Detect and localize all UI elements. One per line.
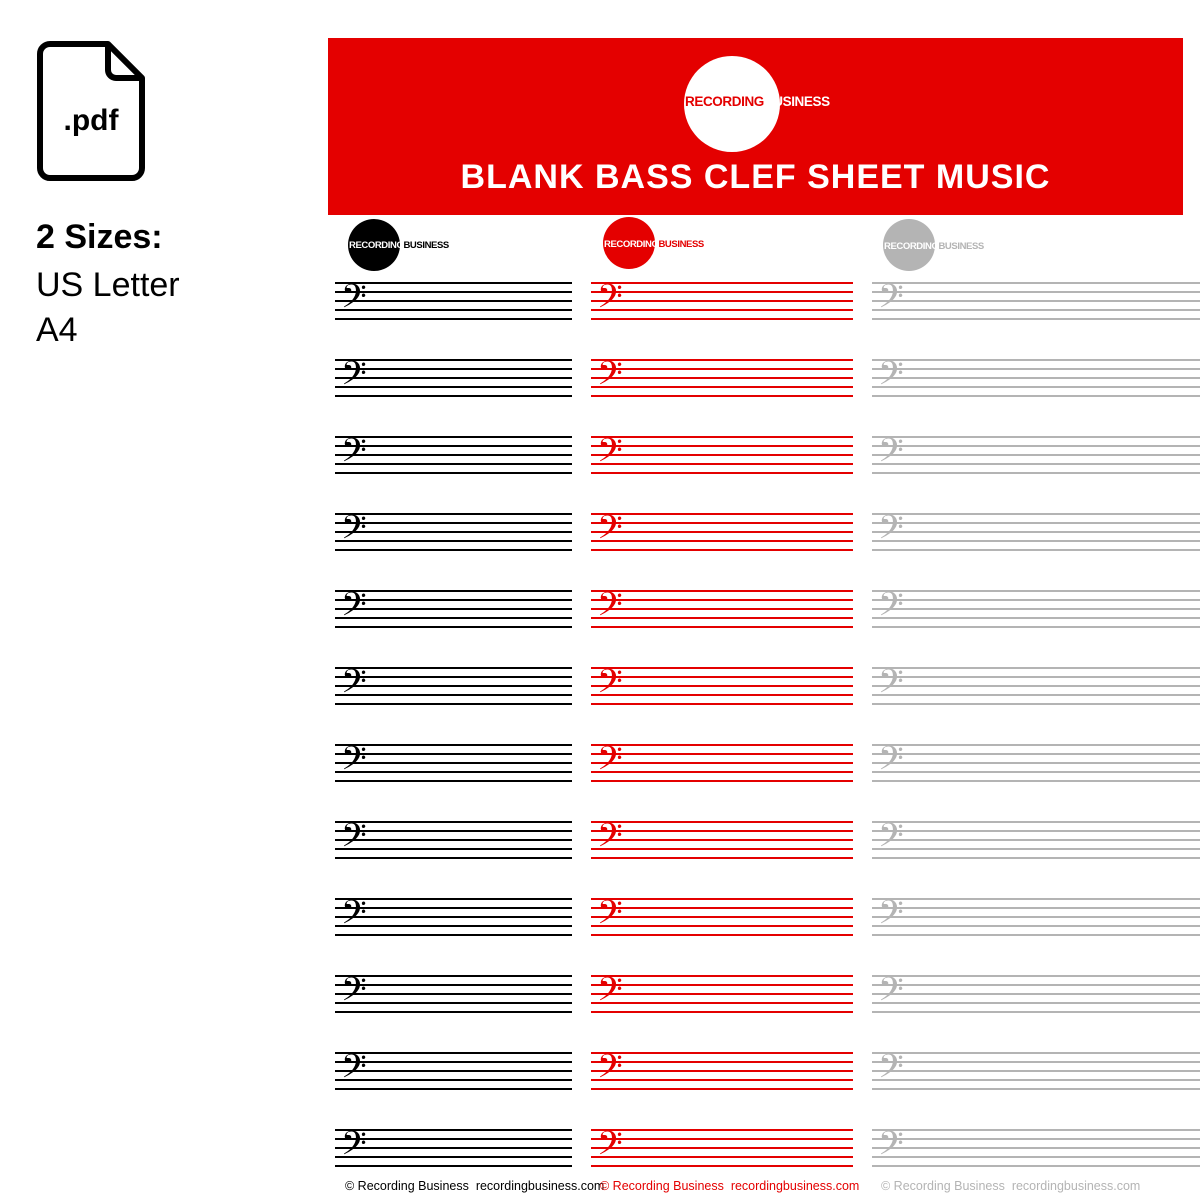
bass-clef-icon: 𝄢: [341, 663, 367, 709]
staff-line: [335, 377, 572, 379]
staff-line: [591, 1052, 853, 1054]
staff-line: [591, 522, 853, 524]
staff-line: [591, 771, 853, 773]
size-option-a4: A4: [36, 311, 78, 349]
staff-line: [872, 771, 1200, 773]
staff: [335, 509, 572, 555]
staff-line: [872, 282, 1200, 284]
bass-clef-icon: 𝄢: [341, 894, 367, 940]
bass-clef-icon: 𝄢: [878, 894, 904, 940]
staff-line: [335, 925, 572, 927]
staff-line: [335, 857, 572, 859]
staff: [591, 971, 853, 1017]
banner-title: BLANK BASS CLEF SHEET MUSIC: [460, 158, 1051, 196]
footer-url: recordingbusiness.com: [475, 1179, 605, 1193]
staff-line: [335, 984, 572, 986]
staff-line: [872, 1011, 1200, 1013]
staff-line: [335, 1138, 572, 1140]
column-logo-right: BUSINESS: [658, 239, 704, 250]
bass-clef-icon: 𝄢: [597, 740, 623, 786]
staff: [335, 740, 572, 786]
staff-line: [335, 454, 572, 456]
staff-line: [872, 454, 1200, 456]
staff-line: [591, 1165, 853, 1167]
staff-line: [591, 762, 853, 764]
staff-line: [591, 1088, 853, 1090]
staff-line: [335, 540, 572, 542]
footer-copyright: © Recording Business: [345, 1179, 469, 1193]
staff-line: [335, 436, 572, 438]
footer-url: recordingbusiness.com: [1011, 1179, 1141, 1193]
staff-line: [591, 685, 853, 687]
staff-line: [335, 762, 572, 764]
bass-clef-icon: 𝄢: [341, 971, 367, 1017]
staff: [335, 278, 572, 324]
size-option-us-letter: US Letter: [36, 266, 180, 304]
staff-line: [335, 1088, 572, 1090]
staff-line: [591, 300, 853, 302]
column-logo-left: RECORDING: [349, 240, 404, 251]
staff-line: [872, 1061, 1200, 1063]
staff: [872, 1125, 1200, 1171]
bass-clef-icon: 𝄢: [597, 1048, 623, 1094]
staff-line: [335, 463, 572, 465]
staff-line: [872, 436, 1200, 438]
staff-line: [591, 898, 853, 900]
staff: [335, 817, 572, 863]
staff: [591, 1125, 853, 1171]
bass-clef-icon: 𝄢: [597, 894, 623, 940]
staff-line: [872, 386, 1200, 388]
staff: [872, 817, 1200, 863]
staff-line: [872, 522, 1200, 524]
staff-line: [335, 907, 572, 909]
staff-line: [591, 1061, 853, 1063]
staff-line: [872, 925, 1200, 927]
staff-line: [872, 907, 1200, 909]
footer-gray: [881, 1179, 1191, 1193]
staff-line: [872, 1129, 1200, 1131]
staff-line: [872, 1138, 1200, 1140]
sizes-heading: 2 Sizes:: [36, 218, 163, 256]
staff-line: [591, 744, 853, 746]
bass-clef-icon: 𝄢: [597, 278, 623, 324]
staff-line: [872, 1079, 1200, 1081]
staff-line: [872, 1088, 1200, 1090]
staff-line: [591, 386, 853, 388]
bass-clef-icon: 𝄢: [878, 1125, 904, 1171]
bass-clef-icon: 𝄢: [341, 1125, 367, 1171]
staff: [591, 817, 853, 863]
staff-line: [591, 291, 853, 293]
staff-line: [591, 318, 853, 320]
staff: [872, 509, 1200, 555]
staff: [591, 1048, 853, 1094]
staff-line: [591, 549, 853, 551]
staff-line: [591, 1079, 853, 1081]
staff-line: [335, 898, 572, 900]
staff-line: [872, 513, 1200, 515]
staff-line: [591, 463, 853, 465]
bass-clef-icon: 𝄢: [597, 432, 623, 478]
staff-line: [872, 549, 1200, 551]
bass-clef-icon: 𝄢: [878, 663, 904, 709]
staff-line: [591, 599, 853, 601]
staff: [872, 971, 1200, 1017]
staff-line: [335, 522, 572, 524]
staff-line: [872, 599, 1200, 601]
staff-line: [872, 626, 1200, 628]
staff-line: [872, 300, 1200, 302]
staff-line: [335, 318, 572, 320]
footer-url: recordingbusiness.com: [730, 1179, 860, 1193]
staff-line: [591, 1147, 853, 1149]
staff-line: [872, 1052, 1200, 1054]
staff-line: [335, 368, 572, 370]
bass-clef-icon: 𝄢: [341, 355, 367, 401]
staff: [591, 586, 853, 632]
staff-line: [591, 309, 853, 311]
staff-line: [872, 1070, 1200, 1072]
staff-line: [872, 395, 1200, 397]
staff-line: [872, 1002, 1200, 1004]
staff-line: [872, 1165, 1200, 1167]
staff-line: [872, 445, 1200, 447]
staff-line: [335, 445, 572, 447]
bass-clef-icon: 𝄢: [878, 278, 904, 324]
staff: [335, 586, 572, 632]
staff-line: [335, 291, 572, 293]
column-logo-left: RECORDING: [604, 239, 659, 250]
brand-logo-left: RECORDING: [685, 94, 764, 109]
bass-clef-icon: 𝄢: [341, 432, 367, 478]
staff-line: [872, 1147, 1200, 1149]
staff-line: [591, 626, 853, 628]
footer-red: [600, 1179, 860, 1193]
staff-line: [335, 1011, 572, 1013]
staff-line: [872, 377, 1200, 379]
staff-line: [591, 531, 853, 533]
staff-line: [591, 282, 853, 284]
staff-line: [335, 386, 572, 388]
bass-clef-icon: 𝄢: [878, 432, 904, 478]
staff-line: [335, 703, 572, 705]
staff-line: [591, 359, 853, 361]
bass-clef-icon: 𝄢: [597, 355, 623, 401]
staff: [335, 355, 572, 401]
staff-line: [872, 993, 1200, 995]
staff-line: [335, 531, 572, 533]
column-logo-text-gray: [884, 241, 984, 252]
staff-line: [335, 513, 572, 515]
file-extension-label: .pdf: [63, 104, 119, 137]
staff-line: [872, 934, 1200, 936]
staff: [591, 663, 853, 709]
staff-line: [335, 395, 572, 397]
staff-line: [591, 676, 853, 678]
staff-line: [335, 1147, 572, 1149]
staff-line: [335, 694, 572, 696]
bass-clef-icon: 𝄢: [878, 1048, 904, 1094]
staff-line: [335, 667, 572, 669]
staff-line: [872, 984, 1200, 986]
staff: [872, 278, 1200, 324]
staff-line: [872, 848, 1200, 850]
staff-line: [872, 744, 1200, 746]
bass-clef-icon: 𝄢: [878, 817, 904, 863]
staff-line: [335, 1061, 572, 1063]
bass-clef-icon: 𝄢: [341, 509, 367, 555]
staff-line: [872, 1156, 1200, 1158]
staff-line: [591, 368, 853, 370]
bass-clef-icon: 𝄢: [597, 509, 623, 555]
staff-line: [591, 848, 853, 850]
staff: [591, 432, 853, 478]
staff: [335, 663, 572, 709]
bass-clef-icon: 𝄢: [597, 586, 623, 632]
column-logo-left: RECORDING: [884, 241, 939, 252]
staff-line: [872, 667, 1200, 669]
staff-line: [591, 608, 853, 610]
staff-line: [591, 472, 853, 474]
staff-line: [591, 993, 853, 995]
staff-line: [872, 463, 1200, 465]
staff-line: [591, 975, 853, 977]
staff: [591, 894, 853, 940]
staff: [872, 432, 1200, 478]
staff-line: [872, 685, 1200, 687]
column-logo-text-black: [349, 240, 449, 251]
staff-line: [591, 445, 853, 447]
staff-line: [335, 599, 572, 601]
staff-line: [872, 821, 1200, 823]
staff-line: [591, 821, 853, 823]
staff-line: [872, 368, 1200, 370]
staff-line: [591, 617, 853, 619]
staff: [591, 278, 853, 324]
staff-line: [591, 1002, 853, 1004]
staff-line: [591, 1011, 853, 1013]
staff-line: [335, 1079, 572, 1081]
staff-line: [335, 282, 572, 284]
bass-clef-icon: 𝄢: [878, 509, 904, 555]
staff-line: [335, 1129, 572, 1131]
staff-line: [872, 617, 1200, 619]
staff-line: [591, 753, 853, 755]
staff-line: [872, 608, 1200, 610]
staff-line: [591, 667, 853, 669]
staff-line: [335, 309, 572, 311]
staff-line: [591, 436, 853, 438]
bass-clef-icon: 𝄢: [878, 355, 904, 401]
footer-black: [345, 1179, 605, 1193]
staff: [335, 971, 572, 1017]
staff-column-red: [591, 278, 853, 1182]
staff-line: [335, 934, 572, 936]
staff-line: [335, 1002, 572, 1004]
staff-column-gray: [872, 278, 1200, 1182]
staff-line: [335, 1156, 572, 1158]
staff-line: [872, 472, 1200, 474]
staff: [872, 1048, 1200, 1094]
bass-clef-icon: 𝄢: [341, 740, 367, 786]
staff-line: [872, 540, 1200, 542]
staff-line: [872, 753, 1200, 755]
staff-line: [591, 925, 853, 927]
bass-clef-icon: 𝄢: [597, 971, 623, 1017]
staff-line: [591, 1129, 853, 1131]
staff-column-black: [335, 278, 572, 1182]
staff-line: [591, 916, 853, 918]
staff-line: [872, 857, 1200, 859]
staff-line: [335, 608, 572, 610]
staff: [335, 1125, 572, 1171]
bass-clef-icon: 𝄢: [878, 586, 904, 632]
staff-line: [335, 676, 572, 678]
footer-copyright: © Recording Business: [600, 1179, 724, 1193]
staff-line: [335, 617, 572, 619]
staff: [872, 663, 1200, 709]
staff-line: [872, 309, 1200, 311]
staff-line: [335, 848, 572, 850]
staff-line: [335, 1165, 572, 1167]
staff-line: [591, 839, 853, 841]
staff-line: [872, 898, 1200, 900]
column-logo-right: BUSINESS: [403, 240, 449, 251]
staff-line: [335, 830, 572, 832]
staff-line: [872, 318, 1200, 320]
staff: [335, 894, 572, 940]
staff-line: [591, 1070, 853, 1072]
staff-line: [335, 472, 572, 474]
staff-line: [872, 590, 1200, 592]
staff: [335, 432, 572, 478]
staff-line: [335, 549, 572, 551]
staff-line: [591, 780, 853, 782]
staff-line: [335, 839, 572, 841]
bass-clef-icon: 𝄢: [597, 663, 623, 709]
bass-clef-icon: 𝄢: [878, 971, 904, 1017]
staff-line: [335, 975, 572, 977]
staff-line: [872, 762, 1200, 764]
staff-line: [872, 703, 1200, 705]
staff-line: [591, 934, 853, 936]
bass-clef-icon: 𝄢: [341, 1048, 367, 1094]
staff-line: [335, 916, 572, 918]
staff-line: [591, 694, 853, 696]
bass-clef-icon: 𝄢: [341, 278, 367, 324]
staff: [872, 740, 1200, 786]
staff-line: [591, 984, 853, 986]
staff-line: [872, 839, 1200, 841]
staff-line: [591, 454, 853, 456]
staff-line: [872, 916, 1200, 918]
staff-line: [872, 830, 1200, 832]
staff-line: [872, 780, 1200, 782]
brand-logo-right: BUSINESS: [763, 94, 830, 109]
staff-line: [591, 540, 853, 542]
staff-line: [335, 744, 572, 746]
staff-line: [591, 377, 853, 379]
bass-clef-icon: 𝄢: [597, 817, 623, 863]
staff-line: [872, 359, 1200, 361]
staff-line: [335, 993, 572, 995]
staff: [591, 740, 853, 786]
bass-clef-icon: 𝄢: [341, 817, 367, 863]
column-logo-text-red: [604, 239, 704, 250]
staff-line: [872, 676, 1200, 678]
staff: [335, 1048, 572, 1094]
staff: [872, 894, 1200, 940]
staff: [872, 586, 1200, 632]
staff-line: [335, 300, 572, 302]
staff-line: [591, 857, 853, 859]
staff-line: [872, 291, 1200, 293]
staff-line: [591, 907, 853, 909]
footer-copyright: © Recording Business: [881, 1179, 1005, 1193]
staff-line: [335, 780, 572, 782]
bass-clef-icon: 𝄢: [878, 740, 904, 786]
staff-line: [335, 771, 572, 773]
staff-line: [335, 1070, 572, 1072]
staff-line: [335, 590, 572, 592]
staff-line: [591, 830, 853, 832]
staff: [872, 355, 1200, 401]
staff-line: [591, 395, 853, 397]
staff: [591, 355, 853, 401]
staff-line: [872, 531, 1200, 533]
staff-line: [872, 694, 1200, 696]
staff-line: [335, 626, 572, 628]
staff: [591, 509, 853, 555]
bass-clef-icon: 𝄢: [597, 1125, 623, 1171]
staff-line: [591, 513, 853, 515]
staff-line: [335, 1052, 572, 1054]
staff-line: [591, 1156, 853, 1158]
staff-line: [591, 703, 853, 705]
bass-clef-icon: 𝄢: [341, 586, 367, 632]
staff-line: [872, 975, 1200, 977]
staff-line: [335, 821, 572, 823]
staff-line: [335, 685, 572, 687]
staff-line: [591, 590, 853, 592]
staff-line: [335, 359, 572, 361]
brand-logo-text: [685, 94, 830, 109]
staff-line: [335, 753, 572, 755]
staff-line: [591, 1138, 853, 1140]
column-logo-right: BUSINESS: [938, 241, 984, 252]
